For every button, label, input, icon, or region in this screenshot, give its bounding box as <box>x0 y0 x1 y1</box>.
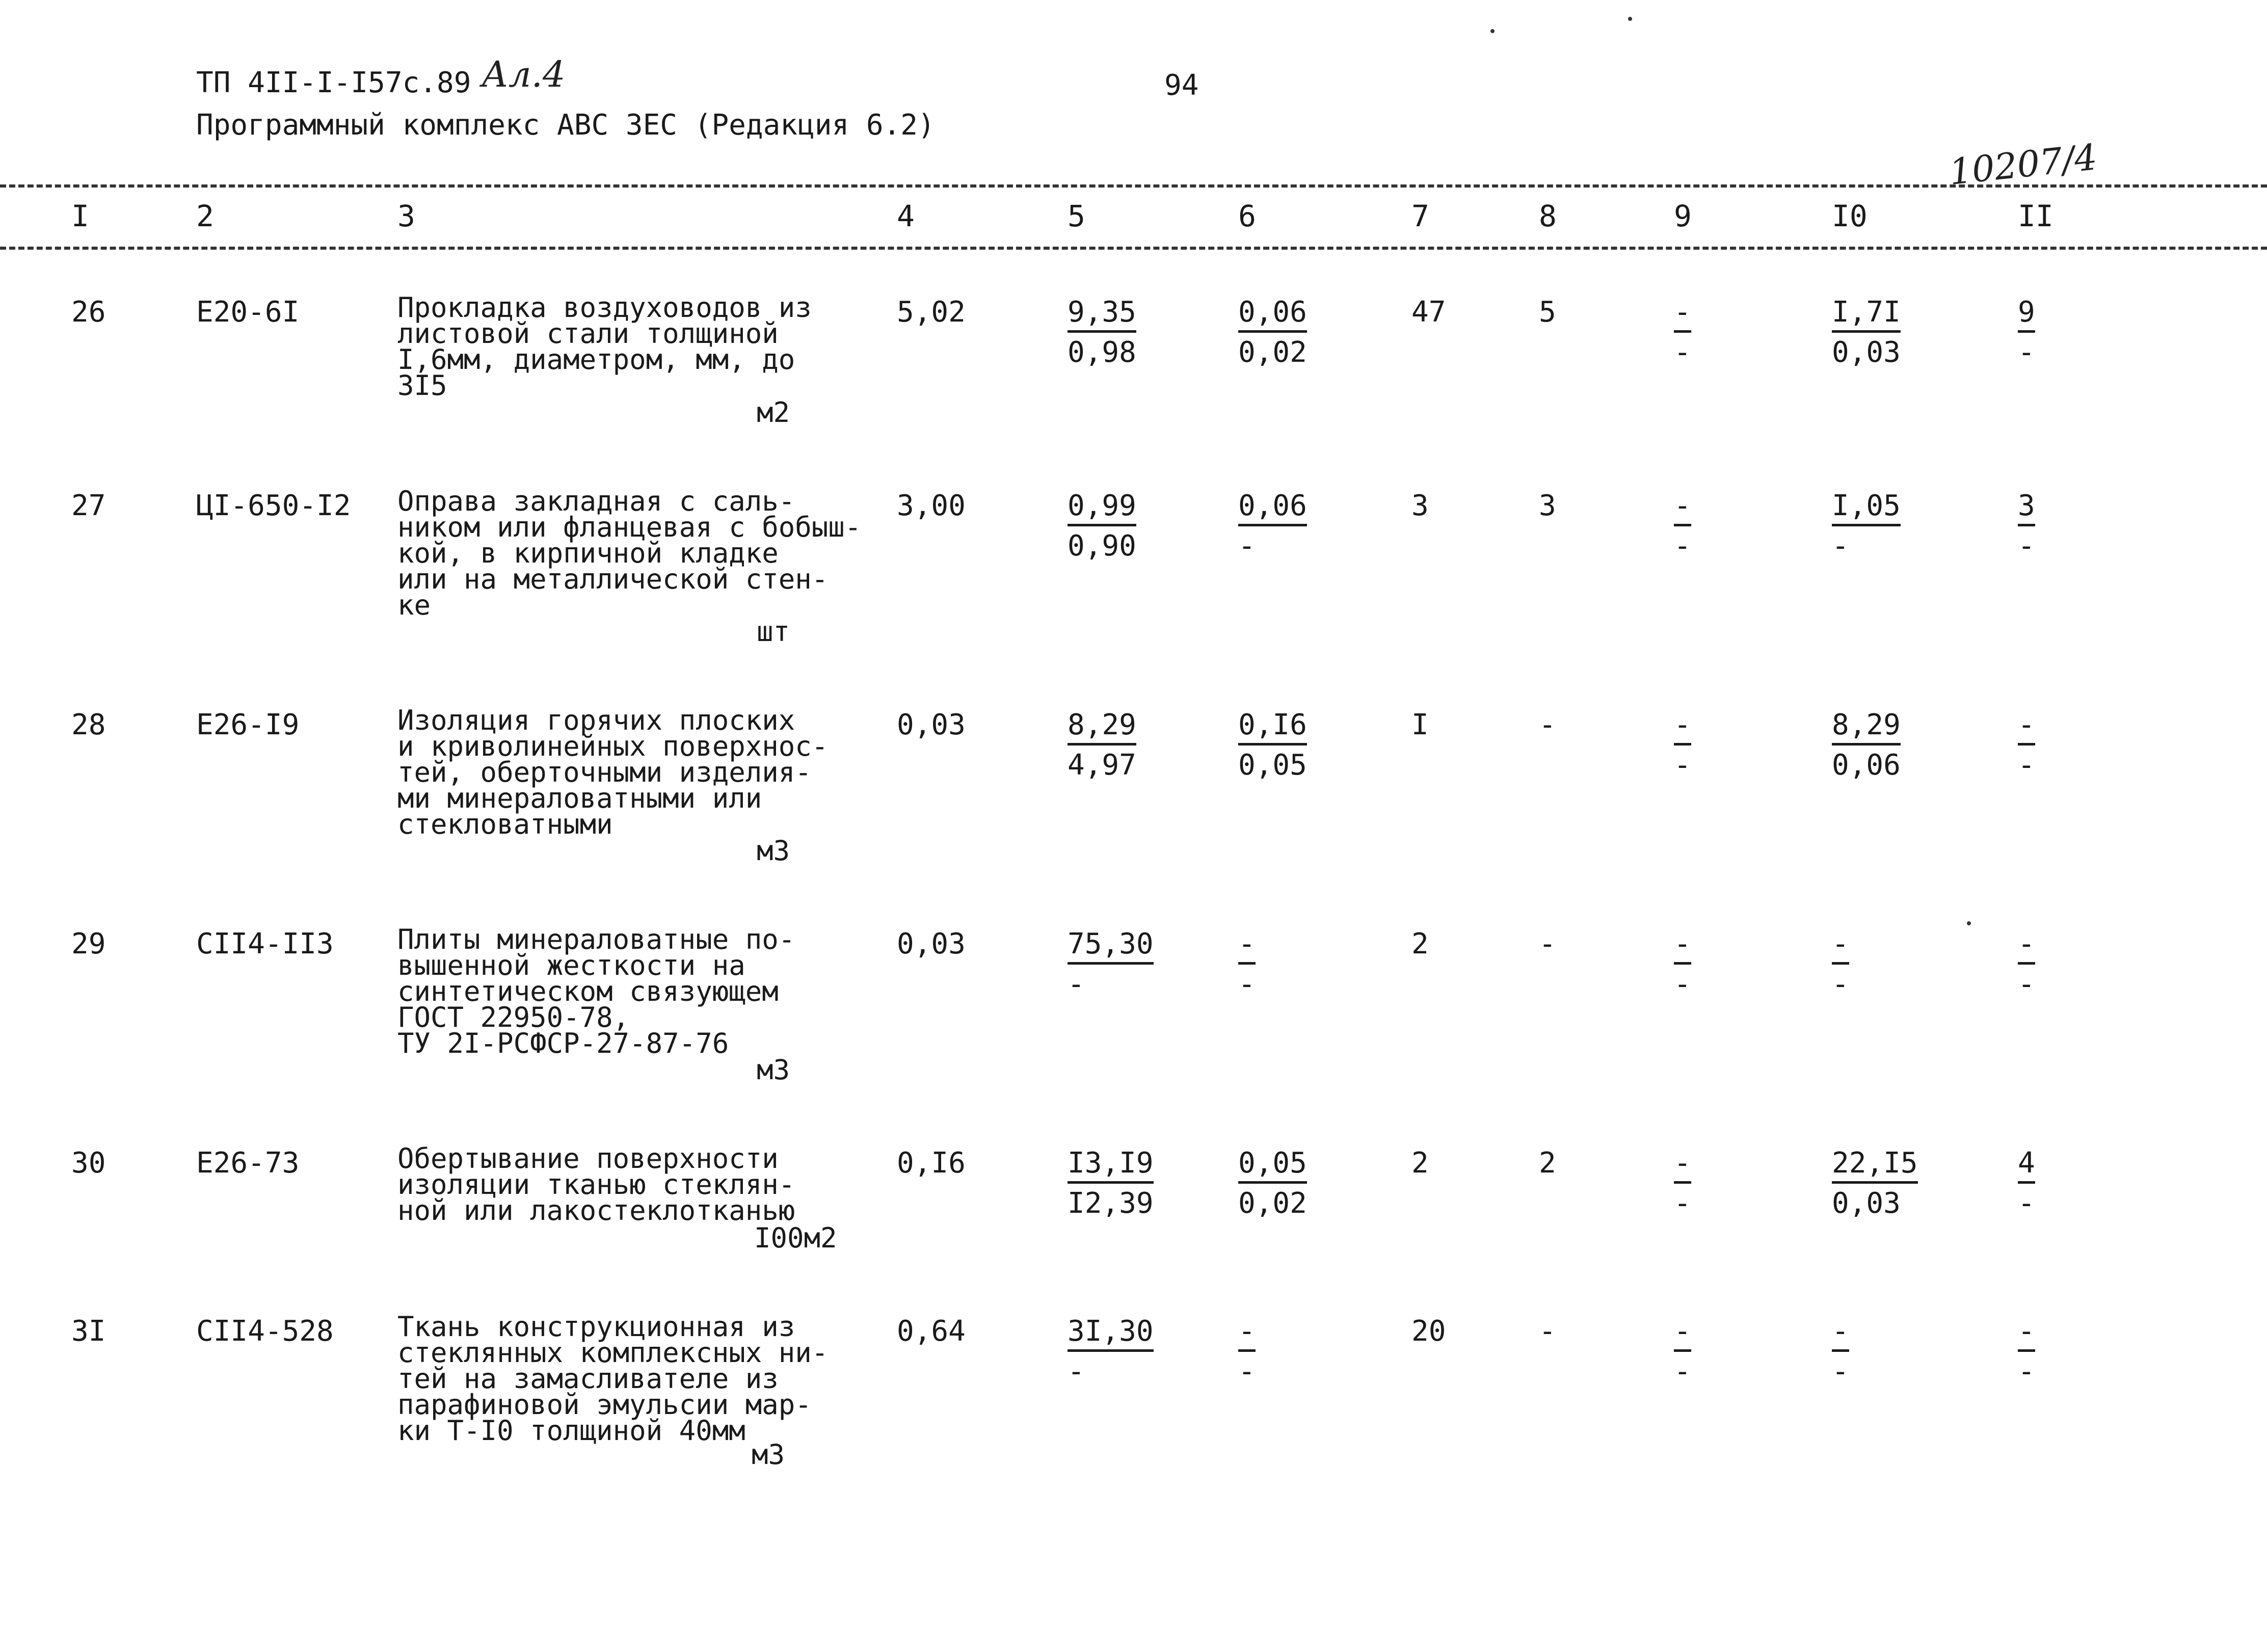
row-col7: 2 <box>1411 1147 1429 1180</box>
document-subtitle: Программный комплекс АВС 3ЕС (Редакция 6.2) <box>196 109 935 142</box>
row-code: ЦI-650-I2 <box>196 489 351 522</box>
row-col9-top: - <box>1674 488 1691 526</box>
row-col9-bottom: - <box>1674 968 1691 1001</box>
row-col11-bottom: - <box>2018 336 2035 369</box>
row-col10-top: - <box>1832 1314 1849 1352</box>
handwritten-note: Ал.4 <box>482 54 566 95</box>
row-col10-bottom: - <box>1832 1355 1849 1388</box>
row-col6-top: 0,06 <box>1238 488 1307 526</box>
row-col9-top: - <box>1674 1145 1691 1184</box>
row-col9-top: - <box>1674 926 1691 965</box>
row-description: Плиты минераловатные по- вышенной жесткости на синтетическом связующем ГОСТ 22950-78, ТУ 2I-РСФСР-27-87-76 <box>397 923 795 1059</box>
row-number: 30 <box>71 1147 106 1180</box>
row-col11-bottom: - <box>2018 749 2035 782</box>
column-header: 5 <box>1068 199 1085 233</box>
row-col6-bottom: 0,02 <box>1238 1187 1307 1220</box>
row-col8: 2 <box>1539 1147 1556 1180</box>
row-col10 <box>1832 293 1901 372</box>
row-col7: 47 <box>1411 296 1446 329</box>
row-col11-top: - <box>2018 1314 2035 1352</box>
row-col8: 3 <box>1539 489 1556 522</box>
row-col4: 0,64 <box>897 1315 966 1348</box>
row-col9-bottom: - <box>1674 336 1691 369</box>
column-header: II <box>2018 199 2053 233</box>
column-header: 6 <box>1238 199 1256 233</box>
row-col6-bottom: 0,05 <box>1238 749 1307 782</box>
row-col6-bottom: - <box>1238 529 1256 563</box>
row-description: Изоляция горячих плоских и криволинейных поверхнос- тей, оберточными изделия- ми минераловатными или стекловатными <box>397 704 829 840</box>
row-unit: м3 <box>752 1438 785 1471</box>
row-col10 <box>1832 706 1901 785</box>
row-col10-top: 8,29 <box>1832 707 1901 745</box>
row-col4: 3,00 <box>897 489 966 522</box>
row-col6-top: - <box>1238 926 1256 965</box>
row-col6-top: - <box>1238 1314 1256 1352</box>
row-col10-top: 22,I5 <box>1832 1145 1918 1184</box>
row-col8: - <box>1539 708 1556 741</box>
row-col6 <box>1238 293 1307 372</box>
row-col11-top: 4 <box>2018 1145 2035 1184</box>
scan-speck <box>1967 921 1971 925</box>
column-header: 2 <box>196 199 214 233</box>
scan-speck <box>1490 29 1495 33</box>
row-col6-bottom: 0,02 <box>1238 336 1307 369</box>
row-col6-top: 0,I6 <box>1238 707 1307 745</box>
row-col10 <box>1832 487 1901 566</box>
row-col11-top: - <box>2018 707 2035 745</box>
row-col5-bottom: 4,97 <box>1068 749 1136 782</box>
row-col5-top: 0,99 <box>1068 488 1136 526</box>
row-col7: 3 <box>1411 489 1429 522</box>
row-unit: м2 <box>757 396 790 429</box>
row-col7: 20 <box>1411 1315 1446 1348</box>
row-code: Е26-73 <box>196 1147 300 1180</box>
handwritten-reference: 10207/4 <box>1947 136 2099 193</box>
row-col8: - <box>1539 927 1556 961</box>
row-number: 27 <box>71 489 106 522</box>
row-col6-top: 0,06 <box>1238 295 1307 333</box>
row-col11 <box>2018 293 2035 372</box>
row-col9-top: - <box>1674 707 1691 745</box>
row-col8: - <box>1539 1315 1556 1348</box>
row-description: Оправа закладная с саль- ником или фланцевая с бобыш- кой, в кирпичной кладке или на металлической стен- ке <box>397 485 862 621</box>
row-col5 <box>1068 293 1136 372</box>
column-header: 4 <box>897 199 915 233</box>
row-col9-top: - <box>1674 295 1691 333</box>
row-col5-bottom: 0,98 <box>1068 336 1136 369</box>
row-col8: 5 <box>1539 296 1556 329</box>
row-col5-top: 3I,30 <box>1068 1314 1154 1352</box>
row-col10-top: - <box>1832 926 1849 965</box>
row-col11 <box>2018 1144 2035 1223</box>
row-col6 <box>1238 487 1307 566</box>
row-number: 3I <box>71 1315 106 1348</box>
row-col11-top: 9 <box>2018 295 2035 333</box>
row-col9-bottom: - <box>1674 749 1691 782</box>
row-number: 29 <box>71 927 106 961</box>
row-col9 <box>1674 706 1691 785</box>
row-col6-top: 0,05 <box>1238 1145 1307 1184</box>
row-unit: м3 <box>757 835 790 867</box>
column-header: 3 <box>397 199 415 233</box>
row-unit: м3 <box>757 1054 790 1086</box>
row-col9 <box>1674 1312 1691 1392</box>
row-col10 <box>1832 1144 1918 1223</box>
row-col10-top: I,7I <box>1832 295 1901 333</box>
row-col4: 0,I6 <box>897 1147 966 1180</box>
row-col9 <box>1674 487 1691 566</box>
row-col5-top: 8,29 <box>1068 707 1136 745</box>
row-col5-top: I3,I9 <box>1068 1145 1154 1184</box>
row-col10-bottom: 0,03 <box>1832 1187 1901 1220</box>
row-col11-bottom: - <box>2018 1187 2035 1220</box>
row-col6 <box>1238 925 1256 1004</box>
row-col5-bottom: - <box>1068 1355 1085 1388</box>
row-code: СII4-528 <box>196 1315 334 1348</box>
row-col11 <box>2018 1312 2035 1392</box>
row-col6 <box>1238 1312 1256 1392</box>
row-col5 <box>1068 487 1136 566</box>
row-col10 <box>1832 925 1849 1004</box>
row-col9 <box>1674 925 1691 1004</box>
row-col5 <box>1068 1312 1154 1392</box>
scan-speck <box>1628 17 1632 21</box>
row-number: 26 <box>71 296 106 329</box>
row-unit: I00м2 <box>754 1222 837 1254</box>
row-col10-bottom: 0,03 <box>1832 336 1901 369</box>
document-code: ТП 4II-I-I57с.89 <box>196 66 471 99</box>
row-description: Обертывание поверхности изоляции тканью стеклян- ной или лакостеклотканью <box>397 1142 795 1227</box>
row-code: Е20-6I <box>196 296 300 329</box>
row-col5-bottom: I2,39 <box>1068 1187 1154 1220</box>
row-col5 <box>1068 706 1136 785</box>
row-col9-bottom: - <box>1674 1187 1691 1220</box>
row-unit: шт <box>757 616 790 648</box>
row-col10-bottom: 0,06 <box>1832 749 1901 782</box>
row-col5-top: 75,30 <box>1068 926 1154 965</box>
header-top-rule <box>0 184 2267 188</box>
row-col9-top: - <box>1674 1314 1691 1352</box>
row-col6 <box>1238 706 1307 785</box>
row-col5 <box>1068 925 1154 1004</box>
row-col9-bottom: - <box>1674 1355 1691 1388</box>
row-description: Прокладка воздуховодов из листовой стали толщиной I,6мм, диаметром, мм, до 3I5 <box>397 291 812 402</box>
row-col4: 0,03 <box>897 708 966 741</box>
row-col9-bottom: - <box>1674 529 1691 563</box>
row-col6-bottom: - <box>1238 968 1256 1001</box>
row-col11-bottom: - <box>2018 529 2035 563</box>
row-col5-bottom: 0,90 <box>1068 529 1136 563</box>
row-col10-bottom: - <box>1832 968 1849 1001</box>
row-col10 <box>1832 1312 1849 1392</box>
row-number: 28 <box>71 708 106 741</box>
row-col5 <box>1068 1144 1154 1223</box>
header-bottom-rule <box>0 247 2267 250</box>
row-col4: 0,03 <box>897 927 966 961</box>
row-col5-top: 9,35 <box>1068 295 1136 333</box>
column-header: I0 <box>1832 199 1868 233</box>
row-col11 <box>2018 706 2035 785</box>
column-header: 9 <box>1674 199 1692 233</box>
row-col11-top: - <box>2018 926 2035 965</box>
row-col7: I <box>1411 708 1429 741</box>
row-col11 <box>2018 925 2035 1004</box>
column-header: I <box>71 199 89 233</box>
row-code: Е26-I9 <box>196 708 300 741</box>
page-number: 94 <box>1164 69 1199 102</box>
row-col7: 2 <box>1411 927 1429 961</box>
row-code: СII4-II3 <box>196 927 334 961</box>
row-col6 <box>1238 1144 1307 1223</box>
row-col4: 5,02 <box>897 296 966 329</box>
column-header: 7 <box>1411 199 1429 233</box>
row-col9 <box>1674 293 1691 372</box>
row-col11-bottom: - <box>2018 1355 2035 1388</box>
row-col6-bottom: - <box>1238 1355 1256 1388</box>
row-col10-bottom: - <box>1832 529 1849 563</box>
row-description: Ткань конструкционная из стеклянных комплексных ни- тей на замасливателе из парафиновой эмульсии мар- ки Т-I0 толщиной 40мм <box>397 1311 829 1447</box>
row-col11-bottom: - <box>2018 968 2035 1001</box>
row-col11 <box>2018 487 2035 566</box>
row-col11-top: 3 <box>2018 488 2035 526</box>
column-header: 8 <box>1539 199 1557 233</box>
row-col10-top: I,05 <box>1832 488 1901 526</box>
row-col5-bottom: - <box>1068 968 1085 1001</box>
row-col9 <box>1674 1144 1691 1223</box>
